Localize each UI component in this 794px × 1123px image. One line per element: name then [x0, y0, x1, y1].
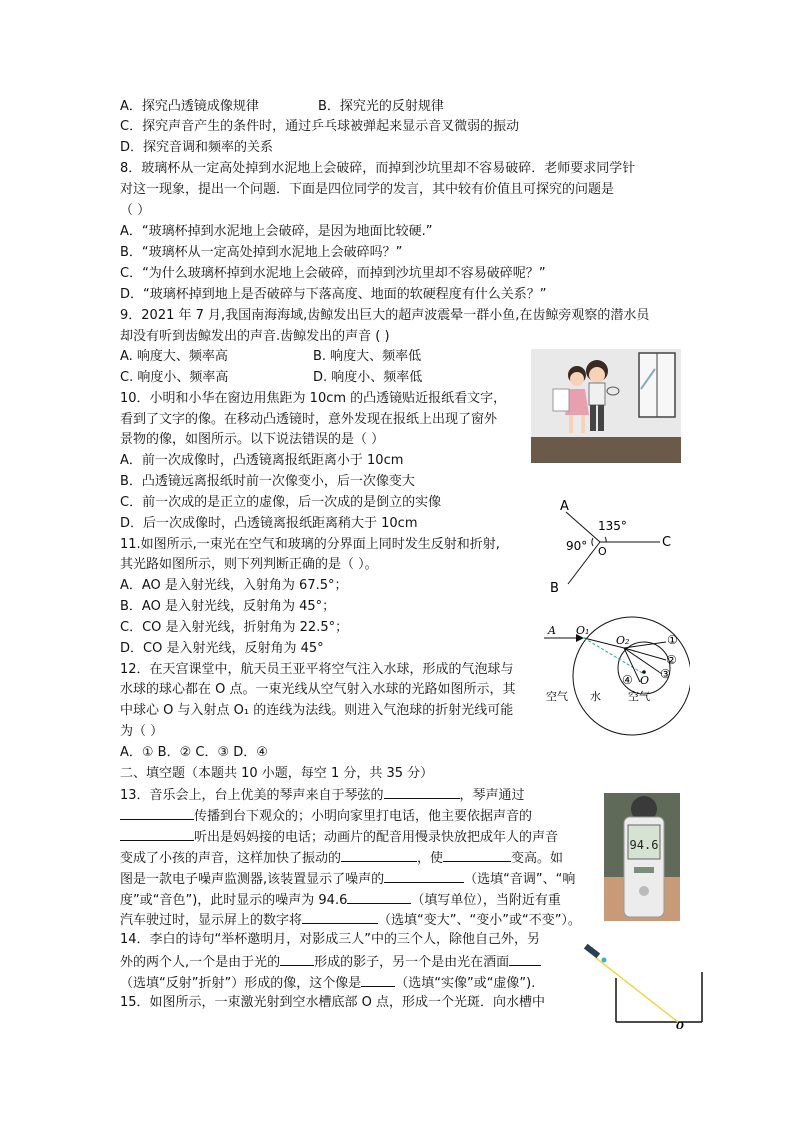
q15-tank-diagram	[582, 942, 708, 1030]
q8-option-b: B．“玻璃杯从一定高处掉到水泥地上会破碎吗？”	[120, 245, 403, 260]
q13-text-8: 图是一款电子噪声监测器,该装置显示了噪声的	[120, 872, 385, 887]
q14-text-1: 外的两个人,一个是由于光的	[120, 955, 281, 970]
q13-blank-6[interactable]	[384, 868, 464, 883]
q13-blank-1[interactable]	[384, 784, 460, 799]
q12-label-water: 水	[590, 690, 601, 703]
q13-meter-reading: 94.6	[629, 838, 659, 852]
q13-line-6	[120, 889, 561, 911]
q13-line-2	[120, 805, 532, 827]
q10-option-a: A．前一次成像时，凸透镜离报纸距离小于 10cm	[120, 453, 404, 468]
q8-option-c: C．“为什么玻璃杯掉到水泥地上会破碎，而掉到沙坑里却不容易破碎呢？”	[120, 266, 546, 281]
q9-option-c: C. 响度小、频率高	[120, 370, 229, 385]
q13-line-7	[120, 909, 581, 931]
q11-angle-90: 90°	[566, 539, 588, 553]
q10-stem-1: 10．小明和小华在窗边用焦距为 10cm 的凸透镜贴近报纸看文字，	[120, 391, 507, 406]
q10-stem-2: 看到了文字的像。在移动凸透镜时，意外发现在报纸上出现了窗外	[120, 412, 498, 427]
q8-option-a: A．“玻璃杯掉到水泥地上会破碎，是因为地面比较硬.”	[120, 224, 433, 239]
q15-line-1: 15．如图所示，一束激光射到空水槽底部 O 点，形成一个光斑．向水槽中	[120, 995, 546, 1010]
q12-label-inner-air: 空气	[628, 690, 650, 703]
q12-ray-3: ③	[660, 667, 671, 681]
q12-label-o: O	[640, 674, 650, 687]
q8-stem-3: （ ）	[120, 203, 151, 218]
q8-option-d: D．“玻璃杯掉到地上是否破碎与下落高度、地面的软硬程度有什么关系？”	[120, 287, 547, 302]
q13-blank-5[interactable]	[443, 847, 511, 862]
q10-option-d: D．后一次成像时，凸透镜离报纸距离稍大于 10cm	[120, 516, 418, 531]
q8-stem-2: 对这一现象，提出一个问题．下面是四位同学的发言，其中较有价值且可探究的问题是	[120, 182, 615, 197]
q13-text-10: 度”或“音色”)，此时显示的噪声为 94.6	[120, 893, 348, 908]
q11-option-c: C．CO 是入射光线，折射角为 22.5°；	[120, 620, 349, 635]
q7-option-d: D．探究音调和频率的关系	[120, 140, 274, 155]
q13-line-1	[120, 784, 525, 806]
q10-option-b: B．凸透镜远离报纸时前一次像变小，后一次像变大	[120, 474, 415, 489]
q9-option-d: D. 响度小、频率低	[313, 370, 423, 385]
q13-text-4: 听出是妈妈接的电话；动画片的配音用慢录快放把成年人的声音	[194, 830, 559, 845]
q10-stem-3: 景物的像，如图所示。以下说法错误的是（ ）	[120, 432, 385, 447]
q13-blank-4[interactable]	[341, 847, 417, 862]
q11-option-a: A．AO 是入射光线，入射角为 67.5°；	[120, 578, 348, 593]
q12-label-o2: O₂	[616, 634, 630, 647]
q13-blank-7[interactable]	[347, 889, 411, 904]
q7-option-c: C．探究声音产生的条件时，通过乒乓球被弹起来显示音叉微弱的振动	[120, 119, 520, 134]
q9-option-b: B. 响度大、频率低	[313, 349, 422, 364]
q14-line-1: 14．李白的诗句“举杯邀明月，对影成三人”中的三个人，除他自己外，另	[120, 932, 541, 947]
q11-light-path-diagram	[548, 494, 688, 594]
q14-blank-2[interactable]	[509, 951, 541, 966]
q12-stem-2: 水球的球心都在 O 点。一束光线从空气射入水球的光路如图所示，其	[120, 682, 516, 697]
q12-ray-2: ②	[666, 653, 677, 667]
q12-bubble-diagram	[540, 612, 690, 744]
q13-line-4	[120, 847, 563, 869]
q12-options: A．① B．② C．③ D．④	[120, 745, 268, 760]
q14-text-2: 形成的影子，另一个是由光在酒面	[314, 955, 510, 970]
q9-stem-2: 却没有听到齿鲸发出的声音.齿鲸发出的声音 ( )	[120, 329, 390, 344]
q13-text-1: 13．音乐会上，台上优美的琴声来自于琴弦的	[120, 788, 384, 803]
q11-option-d: D．CO 是入射光线，反射角为 45°	[120, 641, 324, 656]
q12-stem-1: 12．在天宫课堂中，航天员王亚平将空气注入水球，形成的气泡球与	[120, 662, 514, 677]
q10-window-illustration	[531, 349, 681, 463]
q14-line-3	[120, 972, 535, 994]
q13-text-2: ，琴声通过	[459, 788, 525, 803]
q11-stem-1: 11.如图所示,一束光在空气和玻璃的分界面上同时发生反射和折射,	[120, 537, 500, 552]
q13-blank-3[interactable]	[120, 826, 194, 841]
q15-label-o: O	[676, 1022, 684, 1030]
q13-text-13: （选填“变大”、“变小”或“不变”）。	[378, 913, 581, 928]
q10-option-c: C．前一次成的是正立的虚像，后一次成的是倒立的实像	[120, 495, 442, 510]
q12-ray-1: ①	[667, 633, 678, 647]
q8-stem-1: 8．玻璃杯从一定高处掉到水泥地上会破碎，而掉到沙坑里却不容易破碎．老师要求同学针	[120, 161, 636, 176]
q13-text-5: 变成了小孩的声音，这样加快了振动的	[120, 851, 342, 866]
q13-line-5	[120, 868, 575, 890]
q9-stem-1: 9．2021 年 7 月,我国南海海域,齿鲸发出巨大的超声波震晕一群小鱼,在齿鲸旁观察的潜水员	[120, 308, 650, 323]
q13-text-7: 变高。如	[511, 851, 564, 866]
q14-text-3: （选填“反射”折射”）形成的像，这个像是	[120, 976, 362, 991]
q11-stem-2: 其光路如图所示，则下列判断正确的是（ ）。	[120, 557, 378, 572]
q11-label-c: C	[662, 535, 672, 550]
q13-text-9: （选填“音调”、“响	[464, 872, 576, 887]
q13-text-11: （填写单位），当附近有重	[411, 893, 561, 908]
q13-blank-8[interactable]	[302, 909, 378, 924]
q14-line-2	[120, 951, 541, 973]
q14-blank-1[interactable]	[280, 951, 314, 966]
q12-stem-3: 中球心 O 与入射点 O₁ 的连线为法线。则进入气泡球的折射光线可能	[120, 703, 514, 718]
q11-option-b: B．AO 是入射光线，反射角为 45°；	[120, 599, 336, 614]
q13-blank-2[interactable]	[120, 805, 194, 820]
q13-line-3	[120, 826, 558, 848]
q14-text-4: （选填“实像”或“虚像”).	[395, 976, 536, 991]
q12-label-a: A	[548, 624, 556, 637]
q12-stem-4: 为（ ）	[120, 724, 164, 739]
q11-label-o: O	[598, 545, 607, 558]
q12-ray-4: ④	[622, 673, 633, 687]
q13-noise-meter-photo	[604, 793, 680, 921]
q12-label-outer-air: 空气	[546, 690, 568, 703]
q11-angle-135: 135°	[598, 519, 627, 533]
q11-label-b: B	[550, 581, 559, 594]
q12-label-o1: O₁	[576, 624, 590, 637]
section-2-heading: 二、填空题（本题共 10 小题，每空 1 分，共 35 分）	[120, 766, 434, 781]
q13-text-6: ，使	[417, 851, 444, 866]
q14-blank-3[interactable]	[361, 972, 395, 987]
q9-option-a: A. 响度大、频率高	[120, 349, 228, 364]
q13-text-12: 汽车驶过时，显示屏上的数字将	[120, 913, 303, 928]
q7-option-a: A．探究凸透镜成像规律	[120, 99, 259, 114]
q7-option-b: B．探究光的反射规律	[318, 99, 444, 114]
q13-text-3: 传播到台下观众的；小明向家里打电话，他主要依据声音的	[194, 809, 533, 824]
q11-label-a: A	[560, 499, 569, 514]
